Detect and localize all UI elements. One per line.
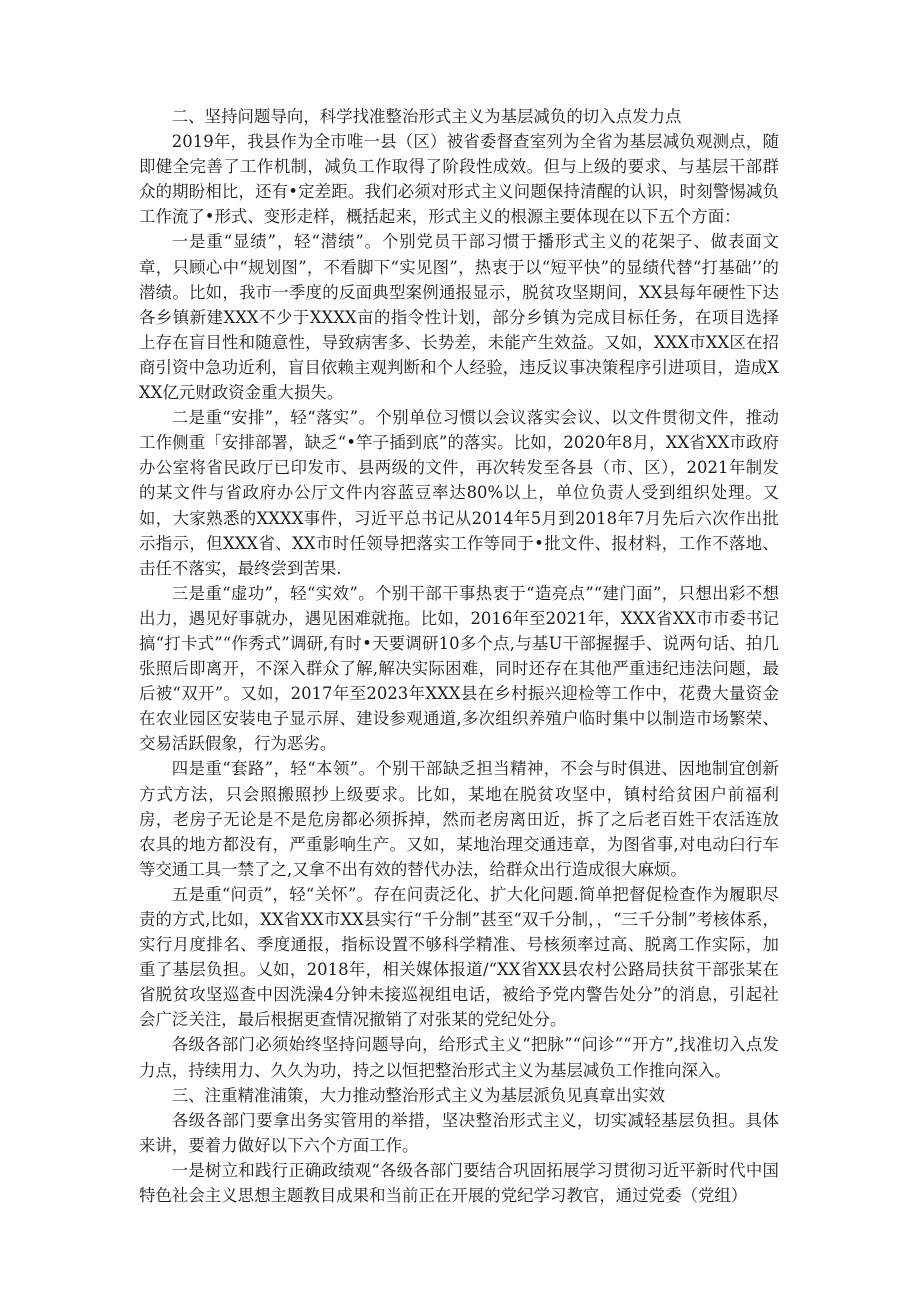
paragraph-point-four: 四是重“套路”，轻“本领”。个别干部缺乏担当精神，不会与时俱进、因地制宜创新方式方法，只会照搬照抄上级要求。比如，某地在脱贫攻坚中，镇村给贫困户前福利房，老房子无论是不是危房都必须拆掉，然而老房离田近，拆了之后老百姓干农活连放农具的地方都没有，严重影响生产。又如，某地治理交通违章，为图省事,对电动臼行车等交通工具一禁了之,又拿不出有效的替代办法，给群众出行造成很大麻烦。 [139, 759, 779, 879]
paragraph-summary: 各级各部门必须始终坚持问题导向，给形式主义“把脉”“问诊”“开方”,找准切入点发力点，持续用力、久久为功，持之以恒把整治形式主义为基层减负工作推向深入。 [139, 1035, 779, 1080]
section-heading-two: 二、坚持问题导向，科学找准整治形式主义为基层减负的切入点发力点 [171, 107, 682, 126]
paragraph-point-one: 一是重“显绩”，轻“潜绩”。个别党员干部习惯于播形式主义的花架子、做表面文章，只顾心中“规划图”，不看脚下“实见图”，热衷于以“短平快”的显绩代替“打基础’’的潜绩。比如，我市一季度的反面典型案例通报显示，脱贫攻坚期间，XX县每年硬性下达各乡镇新建XXX不少于XXXX亩的指令性计划，部分乡镇为完成目标任务，在项目选择上存在盲目性和随意性，导致病害多、长势差，未能产生效益。又如，XXX市XX区在招商引资中急功近利，盲目依赖主观判断和个人经验，违反议事决策程序引进项目，造成XXX亿元财政资金重大损失。 [139, 232, 779, 403]
paragraph-section-three-intro: 各级各部门要拿出务实管用的举措，坚决整治形式主义，切实减轻基层负担。具体来讲，要着力做好以下六个方面工作。 [139, 1110, 779, 1155]
paragraph-point-three: 三是重“虚功”，轻“实效”。个别干部干事热衷于“造亮点”“建门面”，只想出彩不想出力，遇见好事就办，遇见困难就拖。比如，2016年至2021年，XXX省XX市市委书记搞“打卡式”“作秀式”调研,有时•天要调研10多个点,与基U干部握握手、说两句话、拍几张照后即离开，不深入群众了解,解决实际困难，同时还存在其他严重违纪违法问题，最后被“双开”。又如，2017年至2023年XXX县在乡村振兴迎检等工作中，花费大量资金在农业园区安装电子显示屏、建设参观通道,多次组织养殖户临时集中以制造市场繁荣、交易活跃假象，行为恶劣。 [139, 583, 779, 754]
paragraph-intro: 2019年，我县作为全市唯一县（区）被省委督查室列为全省为基层减负观测点，随即健全完善了工作机制，减负工作取得了阶段性成效。但与上级的要求、与基层干部群众的期盼相比，还有•定差距。我们必须对形式主义问题保持清醒的认识，时刻警惕减负工作流了•形式、变形走样，概括起来，形式主义的根源主要体现在以下五个方面： [139, 132, 779, 227]
paragraph-point-five: 五是重“问贡”，轻“关怀”。存在问责泛化、扩大化问题.简单把督促检查作为履职尽责的方式,比如，XX省XX市XX县实行“千分制”甚至“双千分制，，“三千分制”考核体系，实行月度排名、季度通报，指标设置不够科学精准、号核须率过高、脱离工作实际，加重了基层负担。乂如，2018年，相关媒体报道/“XX省XX县农村公路局扶贫干部张某在省脱贫攻坚巡查中因洗澡4分钟未接巡视组电话，被给予党内警告处分”的消息，引起社会广泛关注，最后根据更查情况撤销了对张某的党纪处分。 [139, 884, 779, 1030]
section-heading-three: 三、注重精准浦策，大力推动整治形式主义为基层派负见真章出实效 [171, 1085, 666, 1105]
paragraph-measure-one: 一是树立和践行正确政绩观“各级各部门要结合巩固拓展学习贯彻习近平新时代中国特色社会主义思想主题教目成果和当前正在开展的党纪学习教官，通过党委（党组） [139, 1160, 779, 1206]
document-body [139, 104, 779, 1208]
paragraph-point-two: 二是重“安排”，轻“落实”。个别单位习惯以会议落实会议、以文件贯彻文件，推动工作侧重「安排部署，缺乏“•竿子插到底”的落实。比如，2020年8月，XX省XX市政府办公室将省民政厅已印发市、县两级的文件，再次转发至各县（市、区），2021年制发的某文件与省政府办公厅文件内容蓝豆率达80%以上，单位负责人受到组织处理。又如，大家熟悉的XXXX事件，习近平总书记从2014年5月到2018年7月先后六次作出批示指示，但XXX省、XX市时任领导把落实工作等同于•批文件、报材料，工作不落地、击任不落实，最终尝到苦果. [139, 408, 779, 578]
